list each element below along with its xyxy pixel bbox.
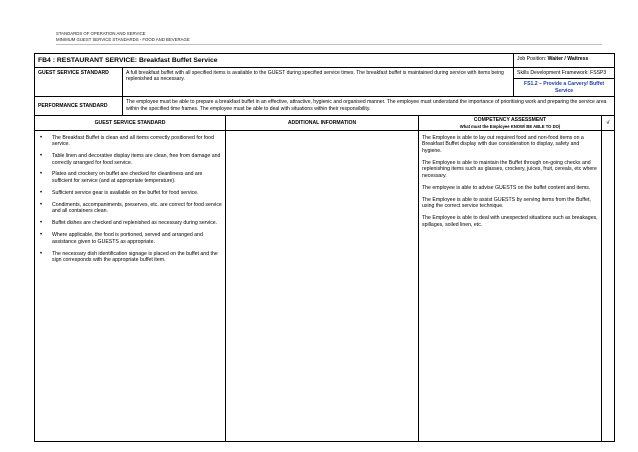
document-title: FB4 : RESTAURANT SERVICE: Breakfast Buffet Service [38,57,218,64]
column-header-competency [419,116,602,130]
header-line-1: STANDARDS OF OPERATION AND SERVICE [56,31,146,36]
list-item: • Table linen and decorative display items are clean, free from damage and correctly arranged for food service. [52,153,222,166]
list-item: • Plates and crockery on buffet are checked for cleanliness and are sufficient for service (and at appropriate temperature). [52,171,222,184]
column-header-standard: GUEST SERVICE STANDARD [35,116,226,130]
list-item: • Sufficient service gear is available on the buffet for food service. [52,190,222,197]
list-item: • Buffet dishes are checked and replenished as necessary during service. [52,220,222,227]
competency-title: COMPETENCY ASSESSMENT [473,117,547,124]
list-item: • Where applicable, the food is portioned, served and arranged and assistance given to GUESTS as appropriate. [52,232,222,245]
additional-info-cell [226,130,419,441]
guest-service-standard-text: A full breakfast buffet with all specified items is available to the GUEST during specified service times. The breakfast buffet is maintained during service with items being replenished as necessary. [123,68,514,97]
list-item: The Employee is able to assist GUESTS by serving items from the Buffet, using the correct service technique. [422,196,591,210]
title-cell [35,54,514,68]
standards-table [34,53,615,442]
competency-subtitle: What must the Employee KNOW/ BE ABLE TO DO) [459,123,561,129]
column-header-additional: ADDITIONAL INFORMATION [226,116,419,130]
framework-cell [514,68,615,97]
list-item: The employee is able to advise GUESTS on the buffet content and items. [422,184,591,191]
job-position-cell [514,54,615,68]
list-item: • The necessary dish identification signage is placed on the buffet and the sign corresponds with the appropriate buffet item. [52,251,222,264]
list-item: • The Breakfast Buffet is clean and all items correctly positioned for food service. [52,135,222,148]
standards-list [38,135,222,264]
fss-code: FS1.2 – Provide a Carvery/ Buffet Service [523,81,605,94]
job-position-value: Waiter / Waitress [547,56,589,62]
competency-cell [419,130,602,441]
header-line-2: MINIMUM GUEST SERVICE STANDARDS - FOOD AND BEVERAGE [56,37,190,42]
performance-standard-text: The employee must be able to prepare a breakfast buffet in an effective, attractive, hygienic and organised manner. The employee must understand the importance of prioritising work and preparing the service area within the specified time frames. The employee must be able to deal with situations within their responsibility. [123,97,615,116]
header-divider [56,44,602,45]
tick-header: √ [602,116,615,130]
performance-standard-label: PERFORMANCE STANDARD [35,97,123,116]
skills-framework: Skills Development Framework: FSSP3 [514,68,614,79]
list-item: • Condiments, accompaniments, preserves, etc. are correct for food service and all containers clean. [52,202,222,215]
list-item: The Employee is able to deal with unexpected situations such as breakages, spillages, soiled linen, etc. [422,215,598,228]
document-header [56,31,190,43]
guest-service-standard-label: GUEST SERVICE STANDARD [35,68,123,97]
tick-cell[interactable] [602,130,615,441]
standards-cell [35,130,226,441]
list-item: The Employee is able to lay out required food and non-food items on a Breakfast Buffet display with due consideration to display, safety and hygiene. [422,134,584,154]
list-item: The Employee is able to maintain the Buffet through on-going checks and replenishing items such as glasses, crockery, juices, fruit, cereals, etc where necessary. [422,159,597,179]
job-position-label: Job Position: [517,56,547,62]
